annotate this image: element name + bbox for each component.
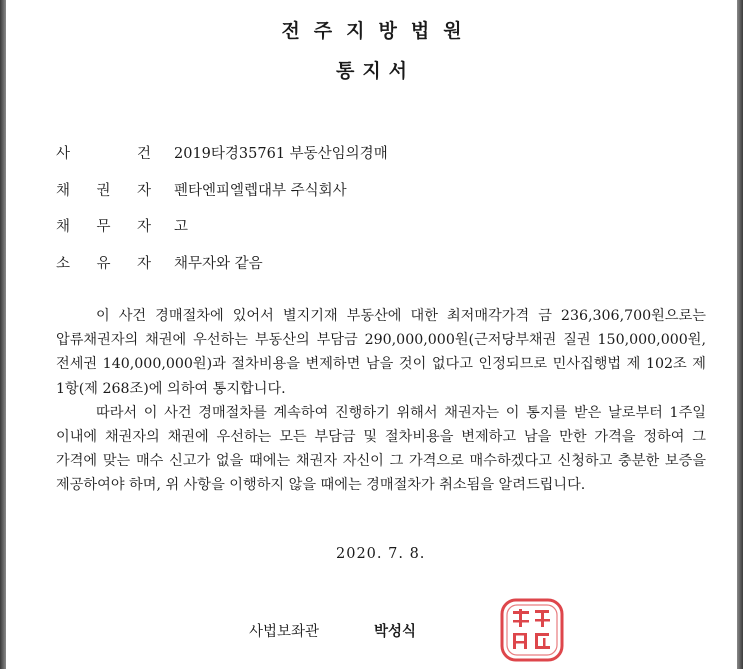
field-label-char: 건 xyxy=(136,146,151,162)
field-label-char: 채 xyxy=(56,219,71,235)
officer-name: 박성식 xyxy=(374,623,417,640)
scan-border-right xyxy=(737,0,743,669)
body-paragraph: 따라서 이 사건 경매절차를 계속하여 진행하기 위해서 채권자는 이 통지를 받은 날로부터 1주일 이내에 채권자의 채권에 우선하는 모든 부담금 및 절차비용을 변제하고 남을 만한 가격을 정하여 그 가격에 맞는 매수 신고가 없을 때에는 채권자 자신이 그 가격으로 매수하겠다고 신청하고 충분한 보증을 제공하여야 하며, 위 사항을 이행하지 않을 때에는 경매절차가 취소됨을 알려드립니다. xyxy=(56,404,706,494)
field-label-char: 채 xyxy=(56,182,71,199)
official-seal-stamp xyxy=(497,595,567,665)
field-label-char: 권 xyxy=(96,182,111,199)
field-value-debtor: 고 xyxy=(174,219,189,235)
field-label-char: 사 xyxy=(56,146,71,162)
field-row-case xyxy=(56,142,656,179)
field-label-char: 자 xyxy=(136,255,151,272)
field-label-char: 소 xyxy=(56,255,71,272)
field-row-creditor xyxy=(56,179,656,216)
notice-body xyxy=(56,304,706,498)
court-name: 전주지방법원 xyxy=(281,20,476,42)
field-label-case xyxy=(56,142,151,163)
field-row-debtor xyxy=(56,215,656,252)
body-paragraph: 이 사건 경매절차에 있어서 별지기재 부동산에 대한 최저매각가격 금 236,306,700원으로는 압류채권자의 채권에 우선하는 부동산의 부담금 290,000,000원(근저당부채권 질권 150,000,000원, 전세권 140,000,000원)과 절차비용을 변제하면 남을 것이 없다고 인정되므로 민사집행법 제 102조 제 1항(제 268조)에 의하여 통지합니다. xyxy=(56,308,706,397)
field-label-char: 무 xyxy=(96,219,111,235)
officer-title: 사법보좌관 xyxy=(249,624,320,640)
field-label-debtor xyxy=(56,215,151,236)
scan-border-left xyxy=(0,0,6,669)
field-value-owner: 채무자와 같음 xyxy=(174,255,263,272)
field-label-char: 자 xyxy=(136,219,151,235)
field-label-char: 유 xyxy=(96,255,111,272)
document-title: 통지서 xyxy=(335,60,416,82)
issue-date: 2020. 7. 8. xyxy=(336,546,426,562)
field-value-creditor: 펜타엔피엘렙대부 주식회사 xyxy=(174,182,347,199)
field-row-owner xyxy=(56,252,656,289)
field-label-char: 자 xyxy=(136,182,151,199)
field-label-creditor xyxy=(56,179,151,200)
field-value-case: 2019타경35761 부동산임의경매 xyxy=(174,146,388,162)
case-info-fields xyxy=(56,142,656,288)
field-label-owner xyxy=(56,252,151,273)
